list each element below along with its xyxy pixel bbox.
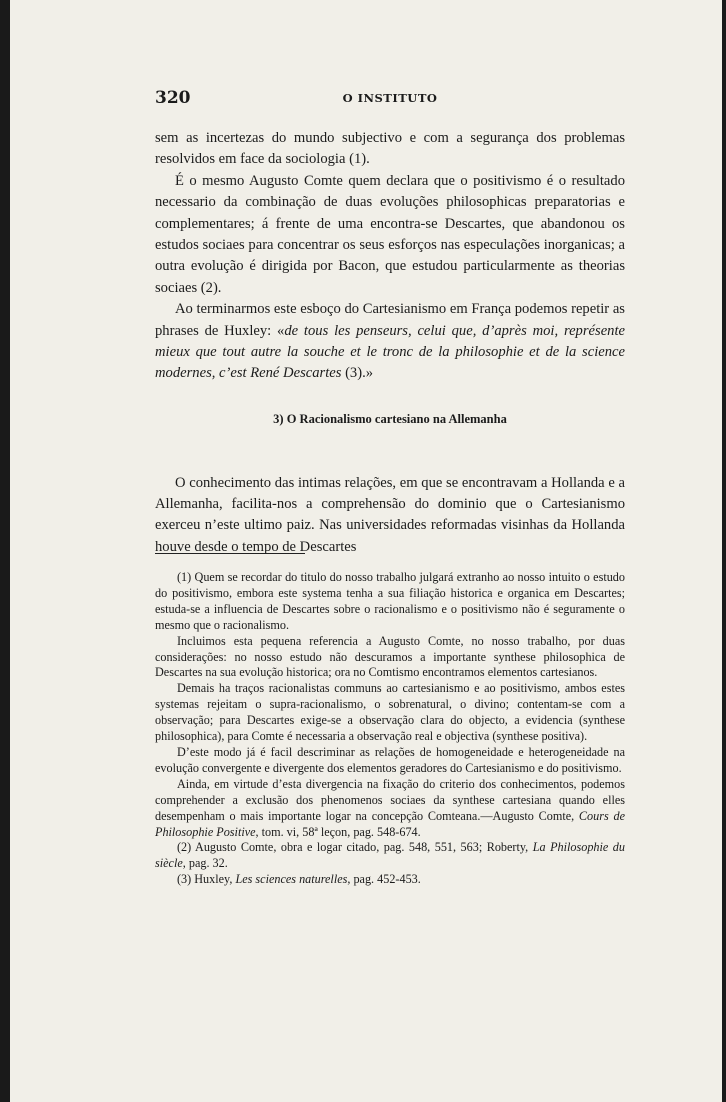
book-title: Les sciences naturelles bbox=[235, 872, 348, 887]
footnotes bbox=[155, 570, 625, 888]
footnote-text: , pag. 452-453. bbox=[347, 872, 421, 887]
book-page bbox=[10, 0, 722, 1102]
footnote-text: , tom. vi, 58ª leçon, pag. 548-674. bbox=[255, 824, 421, 839]
book-title: La Philosophie du siècle bbox=[155, 840, 625, 871]
section-heading: 3) O Racionalismo cartesiano na Allemanha bbox=[273, 412, 507, 426]
footnote: Demais ha traços racionalistas communs ao cartesianismo e ao positivismo, ambos estes systemas rejeitam o supra-racionalismo, o sobrenatural, o divino; contentam-se com a observação; para Descartes exige-se a observação clara do objecto, a evidencia (synthese philosophica), para Comte é necessaria a observação real e objectiva (synthese positiva). bbox=[155, 681, 625, 744]
footnote-text: Ainda, em virtude d’esta divergencia na fixação do criterio dos conhecimentos, podemos comprehender a exclusão dos phenomenos sociaes da synthese cartesiana quando elles desempenham o mais importante logar na concepção Comteana.—Augusto Comte, bbox=[155, 776, 625, 823]
paragraph: É o mesmo Augusto Comte quem declara que o positivismo é o resultado necessario da combinação de duas evoluções philosophicas preparatorias e complementares; á frente de uma encontra-se Descartes, que abandonou os estudos sociaes para concentrar os seus esforços nas especulações inorganicas; a outra evolução é dirigida por Bacon, que estudou particularmente as theorias sociaes (2). bbox=[155, 172, 625, 296]
footnote-text: (3) Huxley, bbox=[177, 872, 236, 887]
footnote-text: , pag. 32. bbox=[182, 856, 228, 871]
footnote bbox=[155, 840, 625, 872]
footnote-divider bbox=[155, 553, 305, 554]
footnote bbox=[155, 872, 625, 888]
quotation: de tous les penseurs, celui que, d’après moi, représente mieux que tout autre la souche et le tronc de la philosophie et de la science modernes, c’est René Descartes bbox=[155, 322, 625, 382]
book-title: Cours de Philosophie Positive bbox=[155, 808, 625, 839]
footnote: (1) Quem se recordar do titulo do nosso trabalho julgará extranho ao nosso intuito o estudo do positivismo, embora este systema tenha a sua filiação historica e organica em Descartes; estuda-se a influencia de Descartes sobre o racionalismo e o positivismo não é seguramente o mesmo que o racionalismo. bbox=[155, 570, 625, 632]
paragraph: O conhecimento das intimas relações, em que se encontravam a Hollanda e a Allemanha, facilita-nos a comprehensão do dominio que o Cartesianismo exerceu n’este ultimo paiz. Nas universidades reformadas visinhas da Hollanda houve desde o tempo de Descartes bbox=[155, 474, 625, 555]
paragraph: sem as incertezas do mundo subjectivo e com a segurança dos problemas resolvidos em face da sociologia (1). bbox=[155, 130, 625, 168]
running-title: O INSTITUTO bbox=[342, 91, 438, 105]
page-number: 320 bbox=[155, 88, 191, 108]
footnote: D’este modo já é facil descriminar as relações de homogeneidade e heterogeneidade na evolução convergente e divergente dos elementos geradores do Cartesianismo e do positivismo. bbox=[155, 744, 625, 775]
footnote-text: (2) Augusto Comte, obra e logar citado, pag. 548, 551, 563; Roberty, bbox=[177, 840, 533, 855]
paragraph-text: (3).» bbox=[341, 365, 374, 382]
main-text bbox=[155, 128, 625, 385]
footnote: Incluimos esta pequena referencia a Augusto Comte, no nosso trabalho, por duas considerações: no nosso estudo não descuramos a importante synthese philosophica de Descartes na sua evolução historica; ora no Comtismo encontramos elementos cartesianos. bbox=[155, 633, 625, 680]
section-text bbox=[155, 458, 625, 573]
paragraph-text: Ao terminarmos este esboço do Cartesianismo em França podemos repetir as phrases de Huxley: « bbox=[155, 301, 625, 339]
paragraph bbox=[155, 299, 625, 385]
footnote bbox=[155, 777, 625, 841]
page-header bbox=[155, 88, 625, 110]
